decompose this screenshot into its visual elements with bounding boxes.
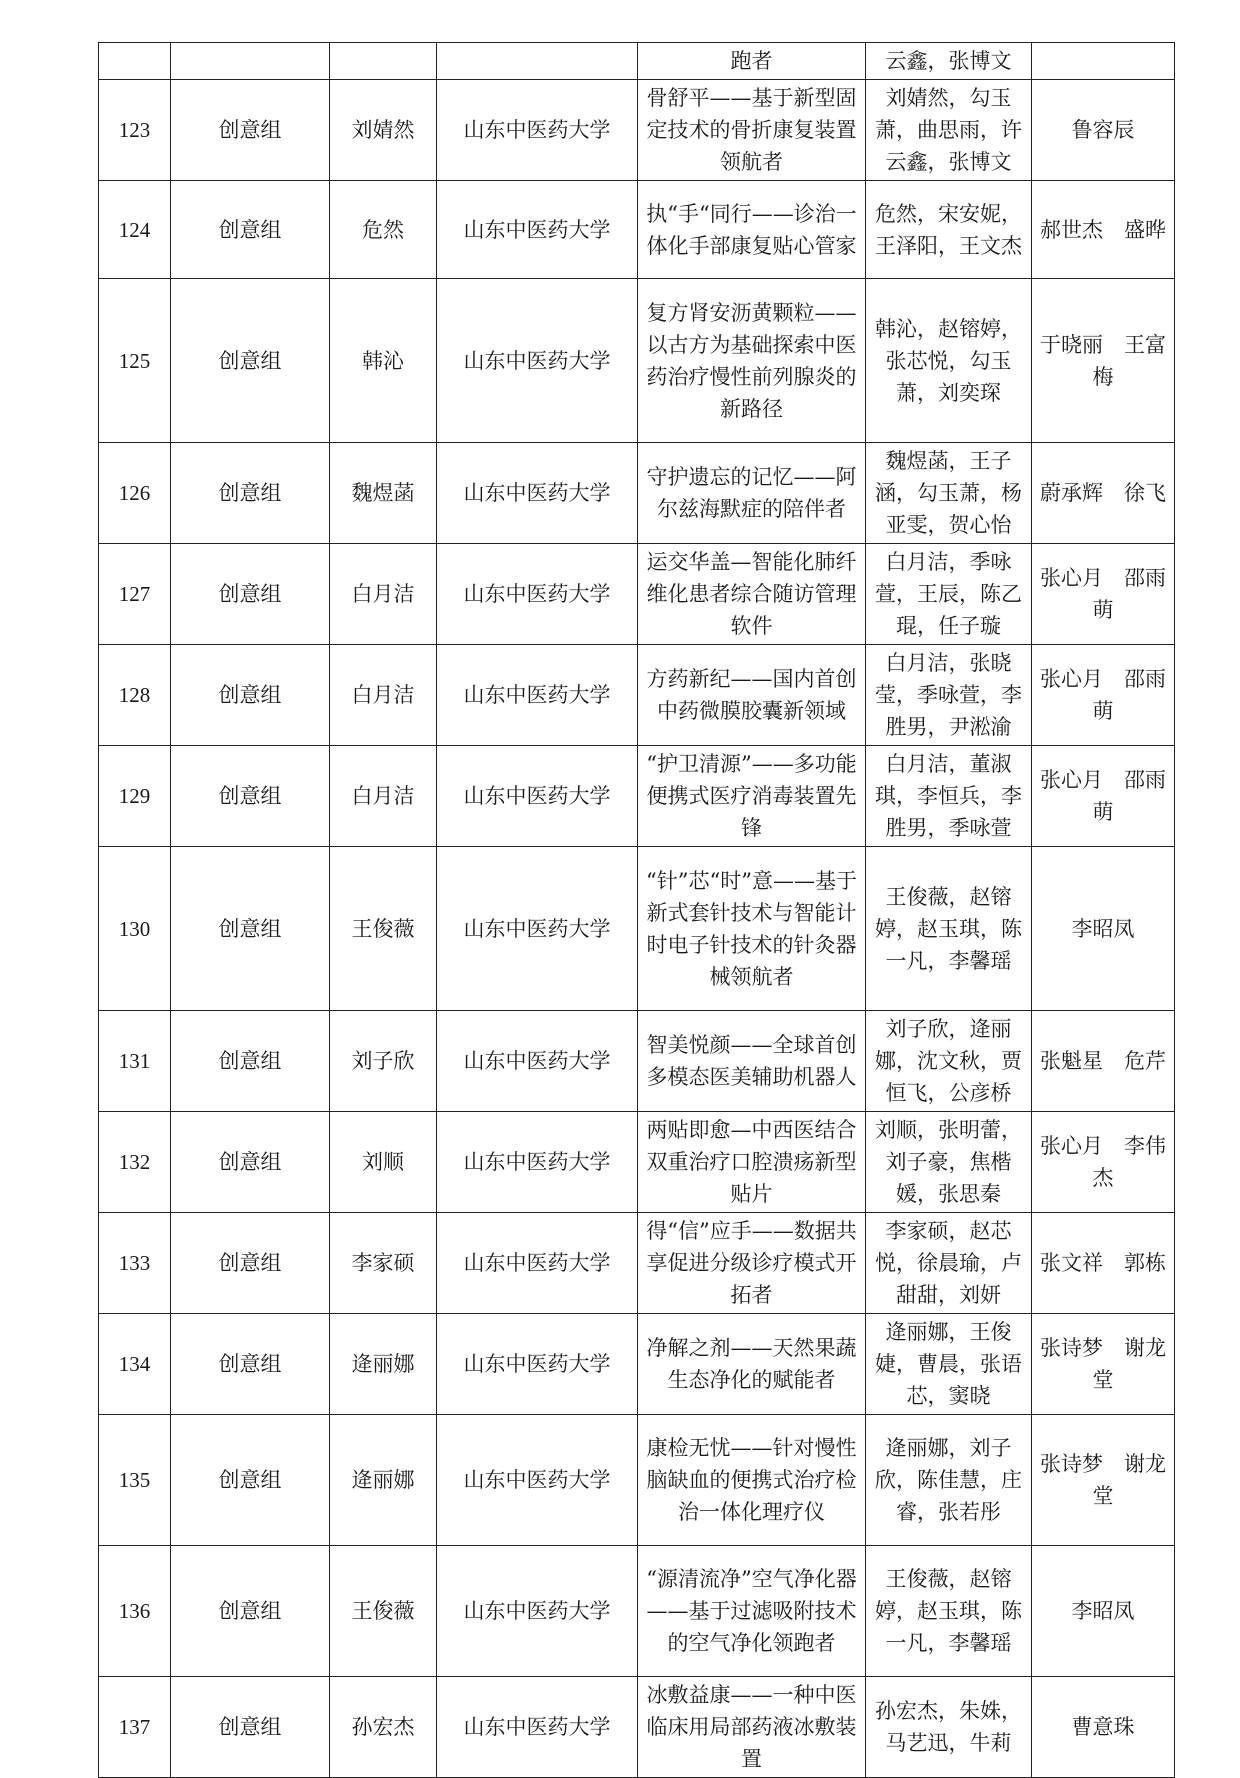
cell-members: 刘婧然，勾玉萧，曲思雨，许云鑫，张博文 — [866, 80, 1032, 181]
cell-number: 133 — [99, 1213, 171, 1314]
cell-members: 白月洁，张晓莹，季咏萱，李胜男，尹淞渝 — [866, 645, 1032, 746]
cell-number: 123 — [99, 80, 171, 181]
cell-school: 山东中医药大学 — [437, 1213, 638, 1314]
cell-leader: 王俊薇 — [330, 1546, 437, 1677]
cell-project: 康检无忧——针对慢性脑缺血的便携式治疗检治一体化理疗仪 — [638, 1415, 866, 1546]
cell-advisor: 曹意珠 — [1032, 1677, 1175, 1778]
table-row — [99, 443, 1175, 544]
cell-leader: 白月洁 — [330, 544, 437, 645]
cell-advisor: 张心月 李伟杰 — [1032, 1112, 1175, 1213]
cell-advisor: 蔚承辉 徐飞 — [1032, 443, 1175, 544]
cell-leader: 刘婧然 — [330, 80, 437, 181]
table-row — [99, 544, 1175, 645]
cell-members: 刘顺，张明蕾，刘子豪，焦楷媛，张思秦 — [866, 1112, 1032, 1213]
cell-school: 山东中医药大学 — [437, 1546, 638, 1677]
cell-members: 韩沁，赵镕婷，张芯悦，勾玉萧，刘奕琛 — [866, 279, 1032, 443]
table-row — [99, 645, 1175, 746]
cell-advisor: 李昭凤 — [1032, 847, 1175, 1011]
table-row — [99, 1112, 1175, 1213]
cell-school: 山东中医药大学 — [437, 443, 638, 544]
cell-school: 山东中医药大学 — [437, 80, 638, 181]
cell-number: 137 — [99, 1677, 171, 1778]
table-row — [99, 1677, 1175, 1778]
cell-project: 守护遗忘的记忆——阿尔兹海默症的陪伴者 — [638, 443, 866, 544]
cell-group: 创意组 — [171, 1011, 330, 1112]
cell-school — [437, 43, 638, 80]
cell-group: 创意组 — [171, 181, 330, 279]
cell-school: 山东中医药大学 — [437, 847, 638, 1011]
cell-project: 智美悦颜——全球首创多模态医美辅助机器人 — [638, 1011, 866, 1112]
cell-members: 云鑫，张博文 — [866, 43, 1032, 80]
cell-number: 129 — [99, 746, 171, 847]
award-list-table — [98, 42, 1175, 1778]
cell-advisor: 张心月 邵雨萌 — [1032, 544, 1175, 645]
cell-leader: 白月洁 — [330, 645, 437, 746]
cell-group: 创意组 — [171, 1314, 330, 1415]
cell-advisor: 张诗梦 谢龙堂 — [1032, 1415, 1175, 1546]
cell-group: 创意组 — [171, 847, 330, 1011]
cell-advisor: 张文祥 郭栋 — [1032, 1213, 1175, 1314]
cell-project: 骨舒平——基于新型固定技术的骨折康复装置领航者 — [638, 80, 866, 181]
cell-project: 冰敷益康——一种中医临床用局部药液冰敷装置 — [638, 1677, 866, 1778]
cell-project: 运交华盖—智能化肺纤维化患者综合随访管理软件 — [638, 544, 866, 645]
cell-school: 山东中医药大学 — [437, 1011, 638, 1112]
cell-advisor: 张魁星 危芹 — [1032, 1011, 1175, 1112]
cell-school: 山东中医药大学 — [437, 1415, 638, 1546]
cell-number: 130 — [99, 847, 171, 1011]
cell-advisor: 李昭凤 — [1032, 1546, 1175, 1677]
cell-leader: 白月洁 — [330, 746, 437, 847]
cell-project: 得“信”应手——数据共享促进分级诊疗模式开拓者 — [638, 1213, 866, 1314]
cell-advisor — [1032, 43, 1175, 80]
cell-members: 孙宏杰，朱姝，马艺迅，牛莉 — [866, 1677, 1032, 1778]
cell-advisor: 张心月 邵雨萌 — [1032, 645, 1175, 746]
cell-school: 山东中医药大学 — [437, 1314, 638, 1415]
cell-leader: 韩沁 — [330, 279, 437, 443]
cell-project: 净解之剂——天然果蔬生态净化的赋能者 — [638, 1314, 866, 1415]
cell-advisor: 张心月 邵雨萌 — [1032, 746, 1175, 847]
table-row — [99, 181, 1175, 279]
cell-project: 跑者 — [638, 43, 866, 80]
table-row — [99, 746, 1175, 847]
cell-members: 王俊薇，赵镕婷，赵玉琪，陈一凡，李馨瑶 — [866, 1546, 1032, 1677]
cell-members: 李家硕，赵芯悦，徐晨瑜，卢甜甜，刘妍 — [866, 1213, 1032, 1314]
cell-group: 创意组 — [171, 1415, 330, 1546]
cell-school: 山东中医药大学 — [437, 645, 638, 746]
cell-leader — [330, 43, 437, 80]
cell-group: 创意组 — [171, 544, 330, 645]
cell-members: 白月洁，季咏萱，王辰，陈乙琨，任子璇 — [866, 544, 1032, 645]
cell-group: 创意组 — [171, 1213, 330, 1314]
cell-group: 创意组 — [171, 1546, 330, 1677]
cell-number — [99, 43, 171, 80]
cell-group: 创意组 — [171, 1112, 330, 1213]
cell-number: 127 — [99, 544, 171, 645]
cell-leader: 逄丽娜 — [330, 1314, 437, 1415]
table-row — [99, 1011, 1175, 1112]
cell-advisor: 于晓丽 王富梅 — [1032, 279, 1175, 443]
cell-number: 132 — [99, 1112, 171, 1213]
cell-advisor: 鲁容辰 — [1032, 80, 1175, 181]
cell-school: 山东中医药大学 — [437, 544, 638, 645]
table-row — [99, 1415, 1175, 1546]
cell-members: 危然，宋安妮，王泽阳，王文杰 — [866, 181, 1032, 279]
cell-group: 创意组 — [171, 80, 330, 181]
cell-project: 方药新纪——国内首创中药微膜胶囊新领域 — [638, 645, 866, 746]
cell-advisor: 张诗梦 谢龙堂 — [1032, 1314, 1175, 1415]
cell-members: 刘子欣，逄丽娜，沈文秋，贾恒飞，公彦桥 — [866, 1011, 1032, 1112]
cell-project: 两贴即愈—中西医结合双重治疗口腔溃疡新型贴片 — [638, 1112, 866, 1213]
cell-group — [171, 43, 330, 80]
table-row — [99, 1213, 1175, 1314]
table-row — [99, 847, 1175, 1011]
cell-members: 魏煜菡，王子涵，勾玉萧，杨亚雯，贺心怡 — [866, 443, 1032, 544]
cell-leader: 王俊薇 — [330, 847, 437, 1011]
cell-school: 山东中医药大学 — [437, 181, 638, 279]
cell-leader: 刘顺 — [330, 1112, 437, 1213]
cell-group: 创意组 — [171, 746, 330, 847]
cell-group: 创意组 — [171, 443, 330, 544]
cell-project: “源清流净”空气净化器——基于过滤吸附技术的空气净化领跑者 — [638, 1546, 866, 1677]
cell-project: 复方肾安沥黄颗粒——以古方为基础探索中医药治疗慢性前列腺炎的新路径 — [638, 279, 866, 443]
cell-leader: 魏煜菡 — [330, 443, 437, 544]
cell-number: 126 — [99, 443, 171, 544]
cell-school: 山东中医药大学 — [437, 279, 638, 443]
cell-group: 创意组 — [171, 279, 330, 443]
cell-members: 逄丽娜，王俊婕，曹晨，张语芯，窦晓 — [866, 1314, 1032, 1415]
table-body — [99, 43, 1175, 1778]
cell-number: 125 — [99, 279, 171, 443]
cell-number: 135 — [99, 1415, 171, 1546]
cell-leader: 危然 — [330, 181, 437, 279]
cell-group: 创意组 — [171, 645, 330, 746]
cell-number: 124 — [99, 181, 171, 279]
cell-school: 山东中医药大学 — [437, 1112, 638, 1213]
table-row — [99, 1546, 1175, 1677]
table-row — [99, 1314, 1175, 1415]
cell-members: 白月洁，董淑琪，李恒兵，李胜男，季咏萱 — [866, 746, 1032, 847]
cell-members: 王俊薇，赵镕婷，赵玉琪，陈一凡，李馨瑶 — [866, 847, 1032, 1011]
table-row — [99, 80, 1175, 181]
cell-group: 创意组 — [171, 1677, 330, 1778]
cell-members: 逄丽娜，刘子欣，陈佳慧，庄睿，张若彤 — [866, 1415, 1032, 1546]
cell-number: 128 — [99, 645, 171, 746]
table-row — [99, 279, 1175, 443]
cell-leader: 李家硕 — [330, 1213, 437, 1314]
cell-leader: 孙宏杰 — [330, 1677, 437, 1778]
cell-advisor: 郝世杰 盛晔 — [1032, 181, 1175, 279]
table-row-continuation — [99, 43, 1175, 80]
cell-project: “护卫清源”——多功能便携式医疗消毒装置先锋 — [638, 746, 866, 847]
cell-number: 131 — [99, 1011, 171, 1112]
cell-number: 134 — [99, 1314, 171, 1415]
cell-leader: 逄丽娜 — [330, 1415, 437, 1546]
cell-number: 136 — [99, 1546, 171, 1677]
cell-school: 山东中医药大学 — [437, 746, 638, 847]
cell-school: 山东中医药大学 — [437, 1677, 638, 1778]
cell-project: 执“手“同行——诊治一体化手部康复贴心管家 — [638, 181, 866, 279]
cell-project: “针”芯“时”意——基于新式套针技术与智能计时电子针技术的针灸器械领航者 — [638, 847, 866, 1011]
cell-leader: 刘子欣 — [330, 1011, 437, 1112]
